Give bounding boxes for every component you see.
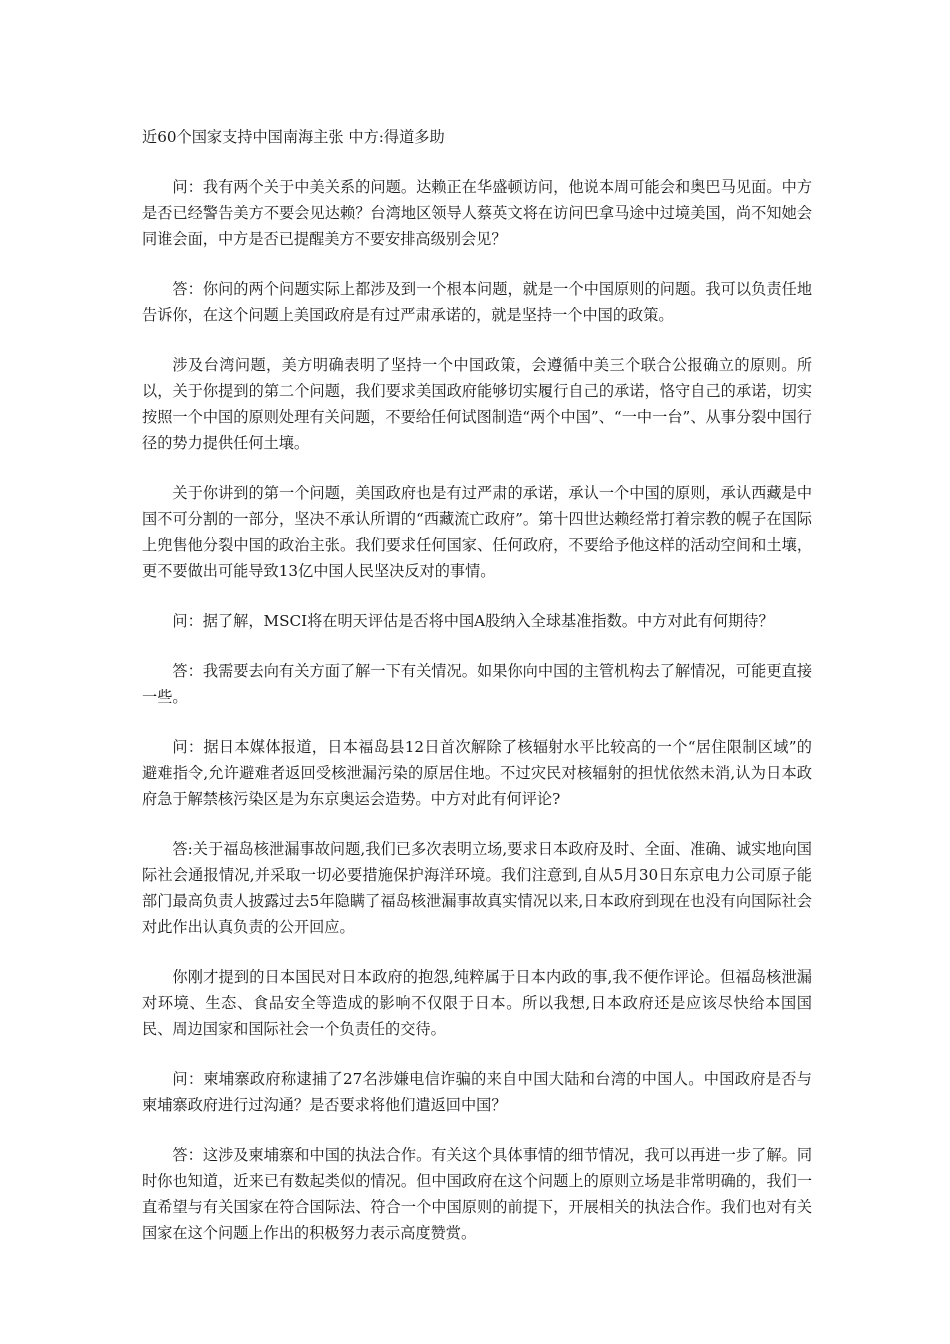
paragraph-1: 问：我有两个关于中美关系的问题。达赖正在华盛顿访问，他说本周可能会和奥巴马见面。中方是否已经警告美方不要会见达赖？台湾地区领导人蔡英文将在访问巴拿马途中过境美国，尚不知她会同谁会面，中方是否已提醒美方不要安排高级别会见？ (142, 178, 812, 248)
paragraph-8: 答:关于福岛核泄漏事故问题,我们已多次表明立场,要求日本政府及时、全面、准确、诚实地向国际社会通报情况,并采取一切必要措施保护海洋环境。我们注意到,自从5月30日东京电力公司原子能部门最高负责人披露过去5年隐瞒了福岛核泄漏事故真实情况以来,日本政府到现在也没有向国际社会对此作出认真负责的公开回应。 (142, 840, 812, 936)
paragraph-9: 你刚才提到的日本国民对日本政府的抱怨,纯粹属于日本内政的事,我不便作评论。但福岛核泄漏对环境、生态、食品安全等造成的影响不仅限于日本。所以我想,日本政府还是应该尽快给本国国民、周边国家和国际社会一个负责任的交待。 (142, 968, 812, 1038)
paragraph-3: 涉及台湾问题，美方明确表明了坚持一个中国政策，会遵循中美三个联合公报确立的原则。所以，关于你提到的第二个问题，我们要求美国政府能够切实履行自己的承诺，恪守自己的承诺，切实按照一个中国的原则处理有关问题，不要给任何试图制造“两个中国”、“一中一台”、从事分裂中国行径的势力提供任何土壤。 (142, 356, 812, 452)
paragraph-2: 答：你问的两个问题实际上都涉及到一个根本问题，就是一个中国原则的问题。我可以负责任地告诉你，在这个问题上美国政府是有过严肃承诺的，就是坚持一个中国的政策。 (142, 280, 812, 324)
document-body (142, 124, 812, 1246)
paragraph-5: 问：据了解，MSCI将在明天评估是否将中国A股纳入全球基准指数。中方对此有何期待？ (172, 612, 774, 630)
paragraph-6: 答：我需要去向有关方面了解一下有关情况。如果你向中国的主管机构去了解情况，可能更直接一些。 (142, 662, 812, 706)
paragraph-11: 答：这涉及柬埔寨和中国的执法合作。有关这个具体事情的细节情况，我可以再进一步了解。同时你也知道，近来已有数起类似的情况。但中国政府在这个问题上的原则立场是非常明确的，我们一直希望与有关国家在符合国际法、符合一个中国原则的前提下，开展相关的执法合作。我们也对有关国家在这个问题上作出的积极努力表示高度赞赏。 (142, 1146, 812, 1242)
paragraph-4: 关于你讲到的第一个问题，美国政府也是有过严肃的承诺，承认一个中国的原则，承认西藏是中国不可分割的一部分，坚决不承认所谓的“西藏流亡政府”。第十四世达赖经常打着宗教的幌子在国际上兜售他分裂中国的政治主张。我们要求任何国家、任何政府，不要给予他这样的活动空间和土壤，更不要做出可能导致13亿中国人民坚决反对的事情。 (142, 484, 812, 580)
paragraph-10: 问：柬埔寨政府称逮捕了27名涉嫌电信诈骗的来自中国大陆和台湾的中国人。中国政府是否与柬埔寨政府进行过沟通？是否要求将他们遣返回中国？ (142, 1070, 812, 1114)
paragraph-7: 问：据日本媒体报道，日本福岛县12日首次解除了核辐射水平比较高的一个“居住限制区域”的避难指令,允许避难者返回受核泄漏污染的原居住地。不过灾民对核辐射的担忧依然未消,认为日本政府急于解禁核污染区是为东京奥运会造势。中方对此有何评论? (142, 738, 812, 808)
document-title: 近60个国家支持中国南海主张 中方:得道多助 (142, 128, 445, 146)
